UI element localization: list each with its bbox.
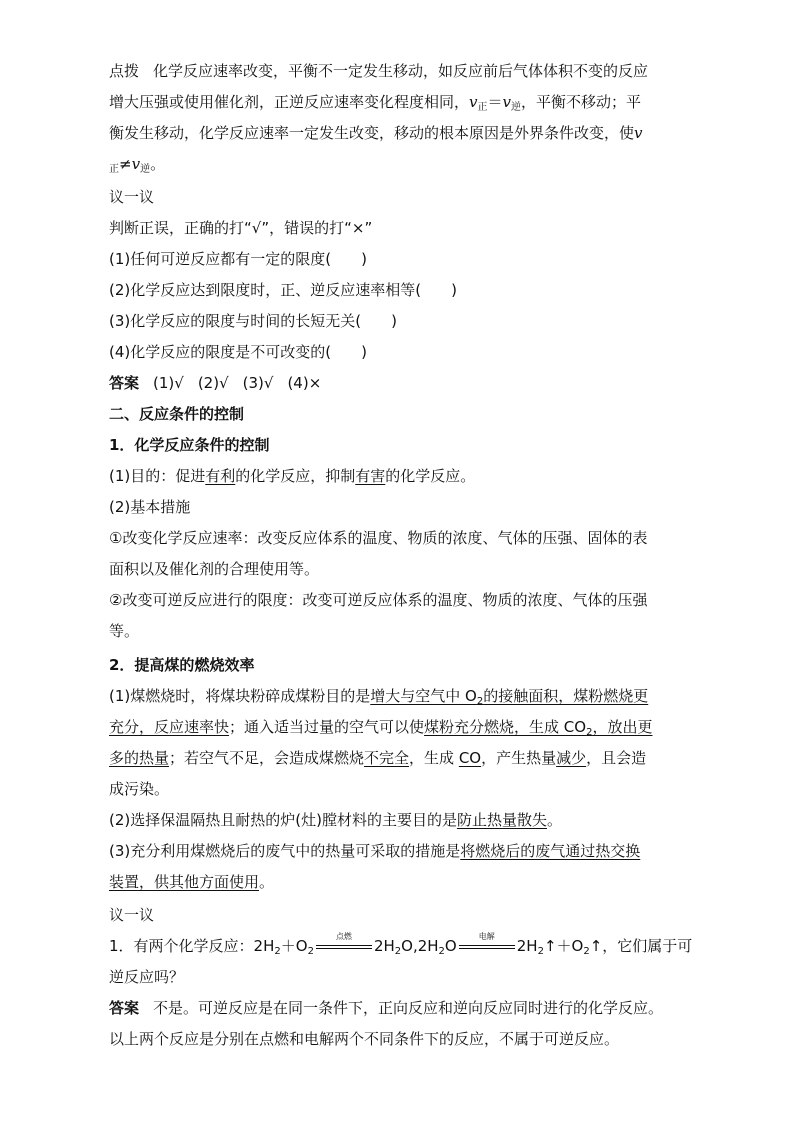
question-line-1: 1．有两个化学反应：$2H_2+O_2$ 点燃 $2H_2O,2H_2O$ 电解 $2H_2↑+O_2↑$，它们属于可 [109,931,693,957]
answer-line-1: 答案 不是。可逆反应是在同一条件下，正向反应和逆向反应同时进行的化学反应。 [109,999,664,1017]
discuss-heading-1: 议一议 [109,188,155,206]
tip-line-1: 点拨 化学反应速率改变，平衡不一定发生移动，如反应前后气体体积不变的反应 [109,62,649,80]
reaction-condition-electrolysis: 电解 [459,940,515,954]
tip-line-3: 衡发生移动，化学反应速率一定发生改变，移动的根本原因是外界条件改变，使v [109,124,643,142]
subsection-1-title: 1．化学反应条件的控制 [109,436,270,454]
answer-label: 答案 [109,999,140,1017]
judge-answers: 答案 (1)√ (2)√ (3)√ (4)× [109,374,322,392]
judge-item-1: (1)任何可逆反应都有一定的限度( ) [109,250,367,268]
coal-line-5: (2)选择保温隔热且耐热的炉(灶)膛材料的主要目的是防止热量散失。 [109,811,562,829]
answer-line-2: 以上两个反应是分别在点燃和电解两个不同条件下的反应，不属于可逆反应。 [109,1030,620,1048]
discuss-instruction: 判断正误，正确的打“√”，错误的打“×” [109,219,373,237]
judge-item-2: (2)化学反应达到限度时，正、逆反应速率相等( ) [109,281,457,299]
measure-1-line-1: ①改变化学反应速率：改变反应体系的温度、物质的浓度、气体的压强、固体的表 [109,529,648,547]
measure-2-line-1: ②改变可逆反应进行的限度：改变可逆反应体系的温度、物质的浓度、气体的压强 [109,591,648,609]
question-line-2: 逆反应吗？ [109,968,185,986]
judge-item-3: (3)化学反应的限度与时间的长短无关( ) [109,312,397,330]
subsection-2-title: 2．提高煤的燃烧效率 [109,656,255,674]
reaction-condition-ignite: 点燃 [316,940,372,954]
coal-line-7: 装置，供其他方面使用。 [109,873,275,891]
measure-2-line-2: 等。 [109,622,140,640]
tip-line-2: 增大压强或使用催化剂，正逆反应速率变化程度相同，$v_正=v_逆$，平衡不移动；平 [109,93,642,113]
purpose-line: (1)目的：促进有利的化学反应，抑制有害的化学反应。 [109,467,476,485]
coal-line-1: (1)煤燃烧时，将煤块粉碎成煤粉目的是增大与空气中 $O_2$的接触面积，煤粉燃烧更 [109,687,649,707]
coal-line-4: 成污染。 [109,780,170,798]
coal-line-2: 充分，反应速率快；通入适当过量的空气可以使煤粉充分燃烧，生成 $CO_2$，放出更 [109,718,653,738]
coal-line-6: (3)充分利用煤燃烧后的废气中的热量可采取的措施是将燃烧后的废气通过热交换 [109,842,641,860]
measure-1-line-2: 面积以及催化剂的合理使用等。 [109,560,320,578]
discuss-heading-2: 议一议 [109,906,155,924]
coal-line-3: 多的热量；若空气不足，会造成煤燃烧不完全，生成 CO，产生热量减少，且会造 [109,749,647,767]
tip-label: 点拨 [109,62,140,80]
judge-item-4: (4)化学反应的限度是不可改变的( ) [109,343,367,361]
measures-heading: (2)基本措施 [109,498,191,516]
section-title: 二、反应条件的控制 [109,405,245,423]
tip-line-4: $_正\ne v_逆$。 [109,155,166,175]
answer-label: 答案 [109,374,140,392]
